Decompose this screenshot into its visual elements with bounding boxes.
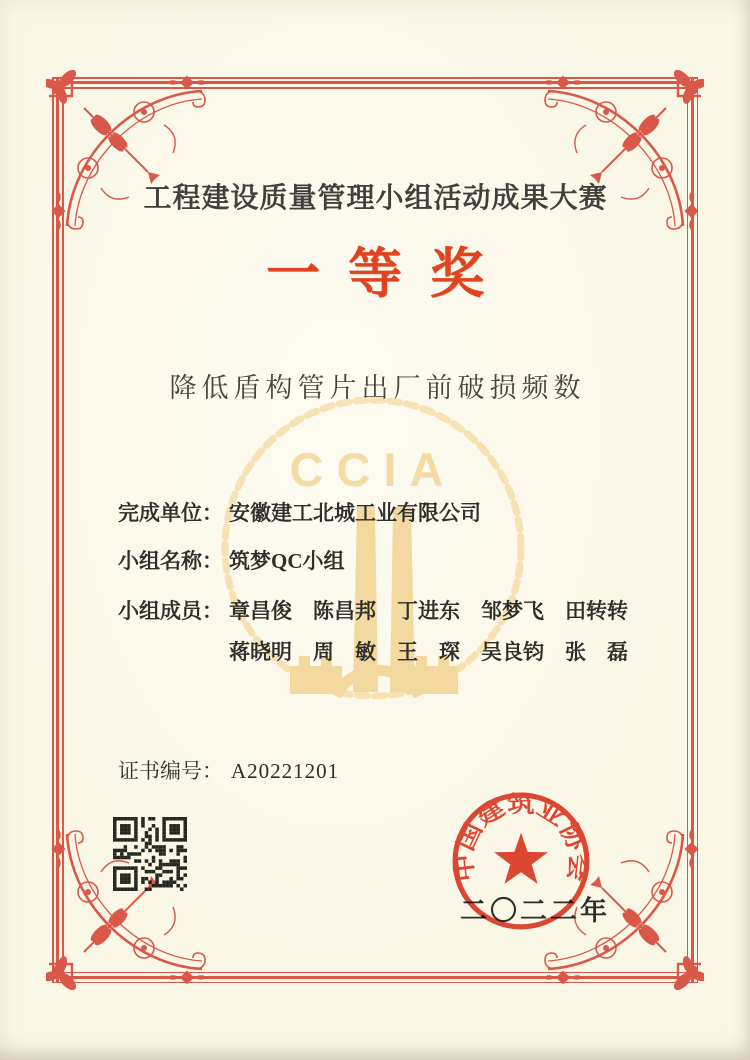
completing-unit-value: 安徽建工北城工业有限公司 bbox=[229, 501, 481, 525]
team-name-label: 小组名称： bbox=[118, 549, 223, 573]
project-title: 降低盾构管片出厂前破损频数 bbox=[169, 373, 586, 403]
star-icon bbox=[494, 833, 548, 884]
certificate-number-label: 证书编号： bbox=[118, 759, 223, 783]
team-members-line2: 蒋晓明 周 敏 王 琛 吴良钧 张 磊 bbox=[229, 640, 628, 664]
issue-date: 二〇二二年 bbox=[460, 896, 610, 926]
certificate-number-value: A20221201 bbox=[231, 759, 340, 783]
association-seal bbox=[441, 781, 601, 941]
team-name-value: 筑梦QC小组 bbox=[229, 549, 345, 573]
team-name-row bbox=[118, 545, 345, 575]
qr-code bbox=[113, 817, 187, 891]
completing-unit-label: 完成单位： bbox=[118, 501, 223, 525]
completing-unit-row bbox=[118, 497, 481, 527]
team-members-line1: 章昌俊 陈昌邦 丁进东 邹梦飞 田转转 bbox=[229, 599, 628, 623]
team-members-label: 小组成员： bbox=[118, 599, 223, 623]
seal-text: 中国建筑业协会 bbox=[450, 791, 593, 883]
award-grade: 一等奖 bbox=[266, 244, 512, 304]
competition-title: 工程建设质量管理小组活动成果大赛 bbox=[143, 182, 608, 213]
watermark-text: CCIA bbox=[289, 443, 457, 496]
certificate-number-row bbox=[118, 755, 339, 785]
team-members-row bbox=[118, 595, 628, 625]
